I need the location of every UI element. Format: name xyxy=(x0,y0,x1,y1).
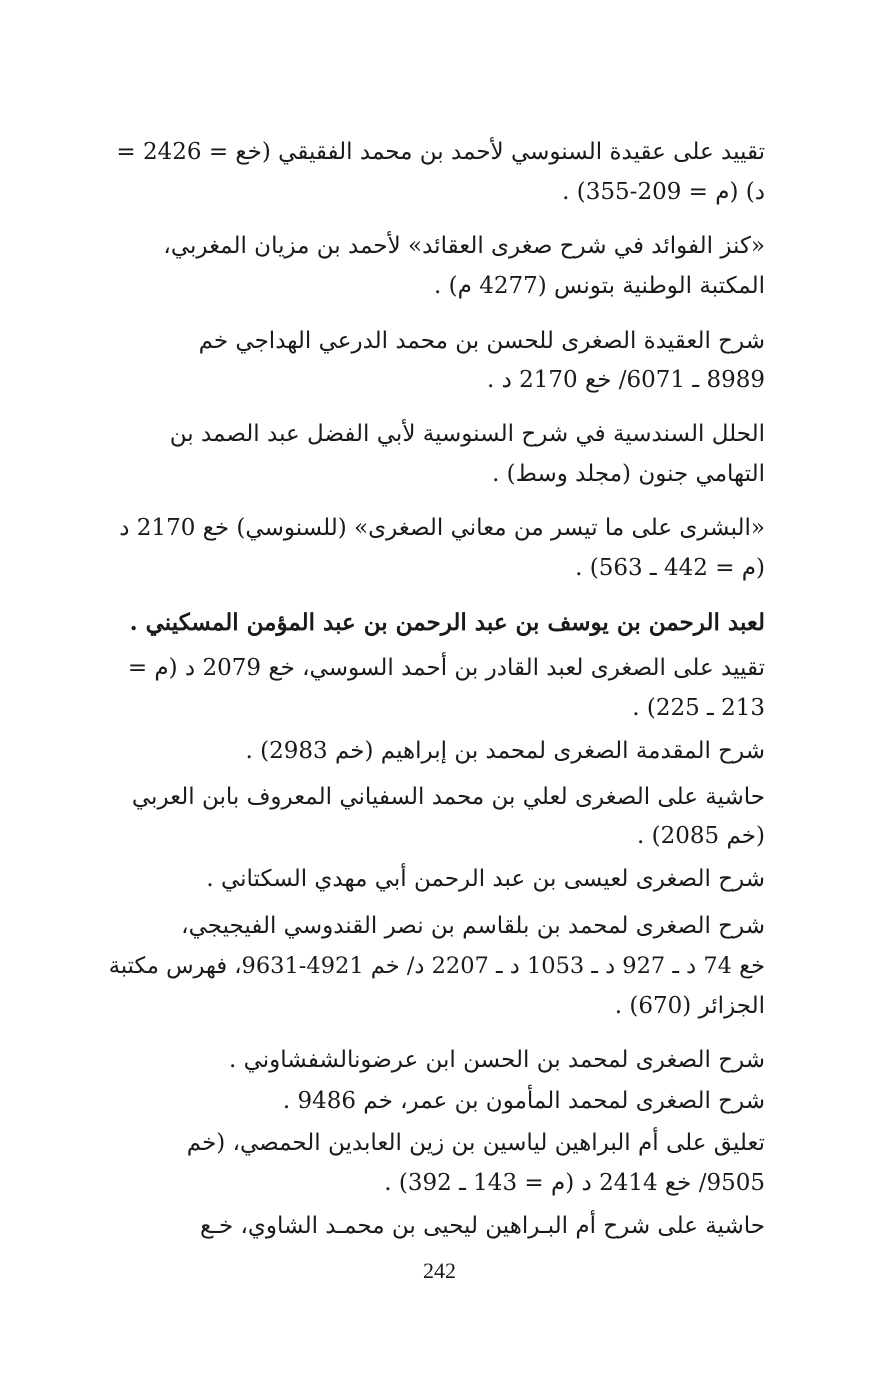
text-line: خع 74 د ـ 927 د ـ 1053 د ـ 2207 د/ خم 4921-9631، فهرس مكتبة xyxy=(108,953,765,979)
text-line: الجزائر (670) . xyxy=(614,993,765,1019)
text-line: شرح المقدمة الصغرى لمحمد بن إبراهيم (خم 2983) . xyxy=(245,738,765,764)
text-line: (م = 442 ـ 563) . xyxy=(575,555,765,581)
text-line: تقييد على الصغرى لعبد القادر بن أحمد السوسي، خع 2079 د (م = xyxy=(127,655,765,681)
text-line: شرح الصغرى لمحمد المأمون بن عمر، خم 9486 . xyxy=(282,1088,765,1114)
text-line: د) (م = 209-355) . xyxy=(562,179,765,205)
text-line: حاشية على شرح أم البـراهين ليحيى بن محمـد الشاوي، خـع xyxy=(200,1213,765,1239)
text-line: «كنز الفوائد في شرح صغرى العقائد» لأحمد بن مزيان المغربي، xyxy=(163,233,765,259)
text-line: تعليق على أم البراهين لياسين بن زين العابدين الحمصي، (خم xyxy=(186,1130,765,1156)
text-line: حاشية على الصغرى لعلي بن محمد السفياني المعروف بابن العربي xyxy=(131,784,765,810)
text-line: شرح العقيدة الصغرى للحسن بن محمد الدرعي الهداجي خم xyxy=(198,328,765,354)
text-line: الحلل السندسية في شرح السنوسية لأبي الفضل عبد الصمد بن xyxy=(169,421,765,447)
text-line: المكتبة الوطنية بتونس (4277 م) . xyxy=(434,273,765,299)
text-line: التهامي جنون (مجلد وسط) . xyxy=(492,461,765,487)
text-line: 8989 ـ 6071/ خع 2170 د . xyxy=(486,367,765,393)
text-line: 213 ـ 225) . xyxy=(632,695,765,721)
text-line: 9505/ خع 2414 د (م = 143 ـ 392) . xyxy=(384,1170,765,1196)
page-number: 242 xyxy=(423,1258,456,1283)
text-line: «البشرى على ما تيسر من معاني الصغرى» (للسنوسي) خع 2170 د xyxy=(119,515,765,541)
text-line: شرح الصغرى لمحمد بن بلقاسم بن نصر القندوسي الفيجيجي، xyxy=(181,913,765,939)
text-line: شرح الصغرى لمحمد بن الحسن ابن عرضونالشفشاوني . xyxy=(228,1047,765,1073)
text-line: (خم 2085) . xyxy=(637,823,765,849)
text-line: تقييد على عقيدة السنوسي لأحمد بن محمد الفقيقي (خع = 2426 = xyxy=(116,139,765,165)
text-line: شرح الصغرى لعيسى بن عبد الرحمن أبي مهدي السكتاني . xyxy=(206,866,765,892)
section-heading: لعبد الرحمن بن يوسف بن عبد الرحمن بن عبد المؤمن المسكيني . xyxy=(129,609,765,636)
